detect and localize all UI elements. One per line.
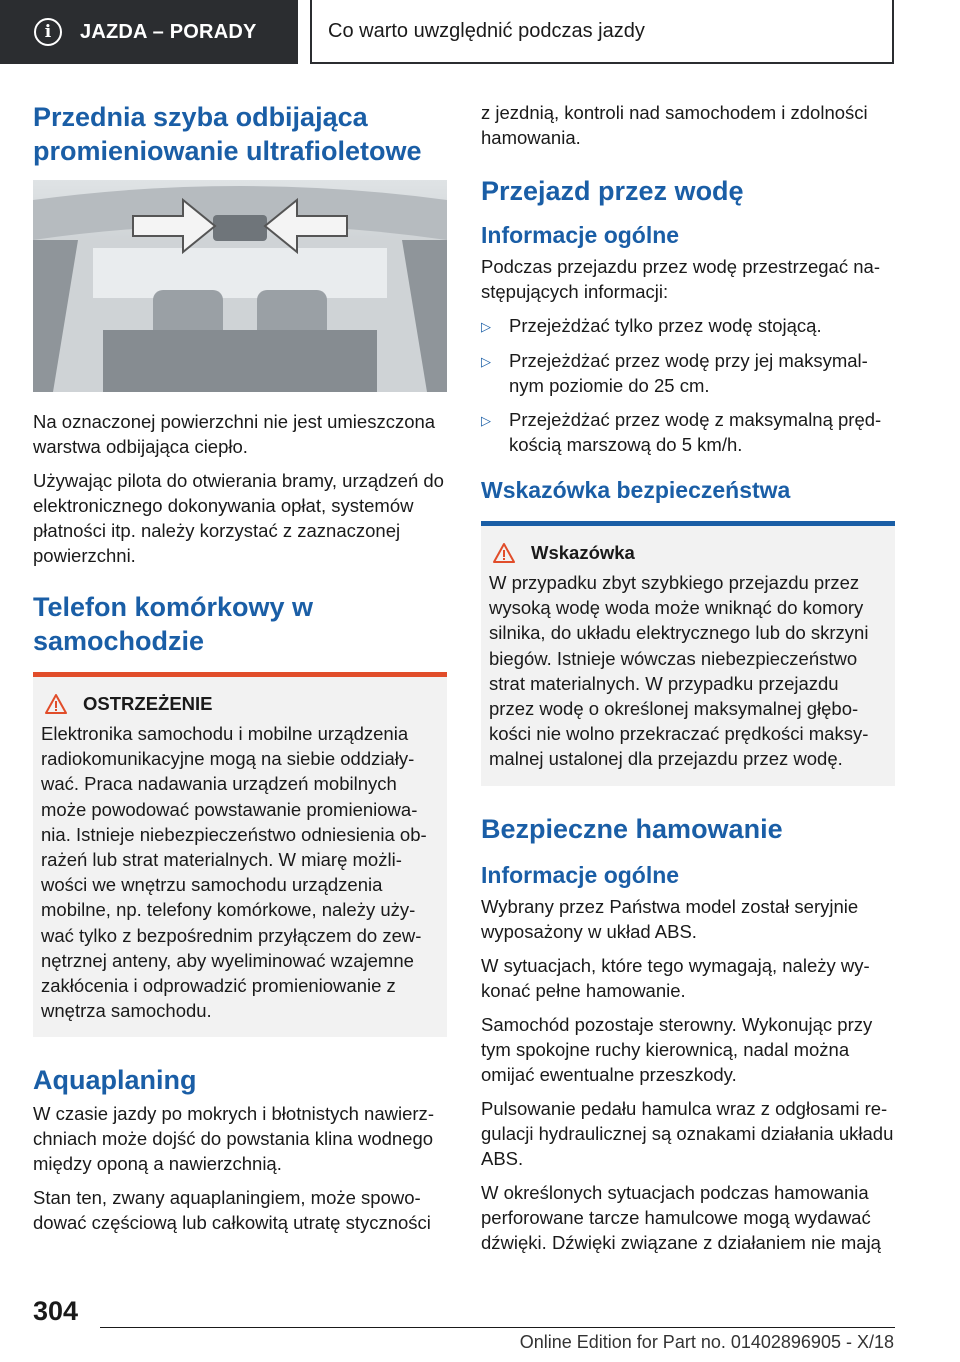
- warning-label: OSTRZEŻENIE: [83, 693, 213, 714]
- water-intro: Podczas przejazdu przez wodę przestrzegać następujących informacji:: [481, 256, 880, 302]
- right-column: [481, 100, 895, 1264]
- safety-note-heading: Wskazówka bezpieczeństwa: [481, 477, 791, 503]
- page-number: 304: [33, 1296, 79, 1326]
- section-tab: [0, 0, 298, 64]
- note-label: Wskazówka: [531, 542, 635, 563]
- continued-paragraph: z jezdnią, kontroli nad samochodem i zdolności hamowania.: [481, 102, 868, 148]
- safe-braking-heading: Bezpieczne hamowanie: [481, 813, 783, 844]
- windshield-photo: [33, 180, 447, 392]
- water-general-subheading: Informacje ogólne: [481, 222, 680, 248]
- aquaplaning-heading: Aquaplaning: [33, 1065, 197, 1096]
- braking-general-subheading: Informacje ogólne: [481, 861, 680, 888]
- water-bullet-list: [481, 313, 895, 457]
- left-column: [33, 100, 447, 1244]
- list-item: ▷ Przejeżdżać przez wodę z maksymalną prędkością marszową do 5 km/h.: [481, 409, 882, 455]
- warning-text: Elektronika samochodu i mobilne urządzenia radiokomunikacyjne mogą na siebie oddziaływać. Praca nadawania urządzeń mobilnych może powodować powstawanie promieniowania. Istnieje niebezpieczeństwo odniesienia obrażeń lub strat materialnych. W miarę możliwości we wnętrzu samochodu urządzenia mobilne, np. telefony komórkowe, należy używać tylko z bezpośrednim przyłączem do zewnętrznej anteny, aby wyeliminować wzajemne zakłócenia i odprowadzić promieniowanie z wnętrza samochodu.: [41, 723, 427, 1022]
- triangle-bullet-icon: ▷: [481, 413, 491, 428]
- note-box: [481, 521, 895, 786]
- list-item: ▷ Przejeżdżać tylko przez wodę stojącą.: [481, 313, 895, 339]
- water-crossing-heading: Przejazd przez wodę: [481, 176, 744, 206]
- warning-box: [33, 672, 447, 1037]
- phone-heading: Telefon komórkowy w samochodzie: [33, 592, 314, 656]
- aquaplaning-paragraph-1: W czasie jazdy po mokrych i błotnistych nawierzchniach może dojść do powstania klina wodnego między oponą a nawierzchnią.: [33, 1103, 434, 1175]
- braking-paragraph-3: Samochód pozostaje sterowny. Wykonując przy tym spokojne ruchy kierownicą, nadal można omijać ewentualne przeszkody.: [481, 1013, 873, 1085]
- uv-windshield-heading: Przednia szyba odbijająca promieniowanie ultrafioletowe: [33, 102, 422, 166]
- edition-note: Online Edition for Part no. 01402896905 - X/18: [519, 1332, 894, 1352]
- braking-paragraph-2: W sytuacjach, które tego wymagają, należy wykonać pełne hamowanie.: [481, 954, 870, 1001]
- note-text: W przypadku zbyt szybkiego przejazdu przez wysoką wodę woda może wniknąć do komory silnika, do układu elektrycznego lub do skrzyni biegów. Istnieje wówczas niebezpieczeństwo strat materialnych. W przypadku przejazdu przez wodę o określonej maksymalnej głębokości nie wolno przekraczać prędkości maksymalnej ustalonej dla przejazdu przez wodę.: [489, 572, 869, 770]
- uv-paragraph-2: Używając pilota do otwierania bramy, urządzeń do elektronicznego dokonywania opłat, systemów płatności itp. należy korzystać z zaznaczonej powierzchni.: [33, 470, 444, 566]
- warning-triangle-icon: [45, 693, 67, 715]
- braking-paragraph-1: Wybrany przez Państwa model został seryjnie wyposażony w układ ABS.: [481, 895, 859, 942]
- braking-paragraph-4: Pulsowanie pedału hamulca wraz z odgłosami regulacji hydraulicznej są oznakami działania układu ABS.: [481, 1097, 894, 1169]
- triangle-bullet-icon: ▷: [481, 319, 491, 334]
- footer-rule: [100, 1327, 895, 1328]
- chapter-title: Co warto uwzględnić podczas jazdy: [310, 0, 894, 64]
- list-item: ▷ Przejeżdżać przez wodę przy jej maksymalnym poziomie do 25 cm.: [481, 350, 868, 396]
- warning-triangle-icon: [493, 542, 515, 564]
- info-icon: i: [34, 18, 62, 46]
- aquaplaning-paragraph-2: Stan ten, zwany aquaplaningiem, może spowodować częściową lub całkowitą utratę styczności: [33, 1187, 431, 1234]
- triangle-bullet-icon: ▷: [481, 354, 491, 369]
- braking-paragraph-5: W określonych sytuacjach podczas hamowania perforowane tarcze hamulcowe mogą wydawać dźwięki. Dźwięki związane z działaniem nie mają: [481, 1181, 881, 1253]
- uv-paragraph-1: Na oznaczonej powierzchni nie jest umieszczona warstwa odbijająca ciepło.: [33, 411, 436, 457]
- section-label: JAZDA – PORADY: [80, 20, 257, 43]
